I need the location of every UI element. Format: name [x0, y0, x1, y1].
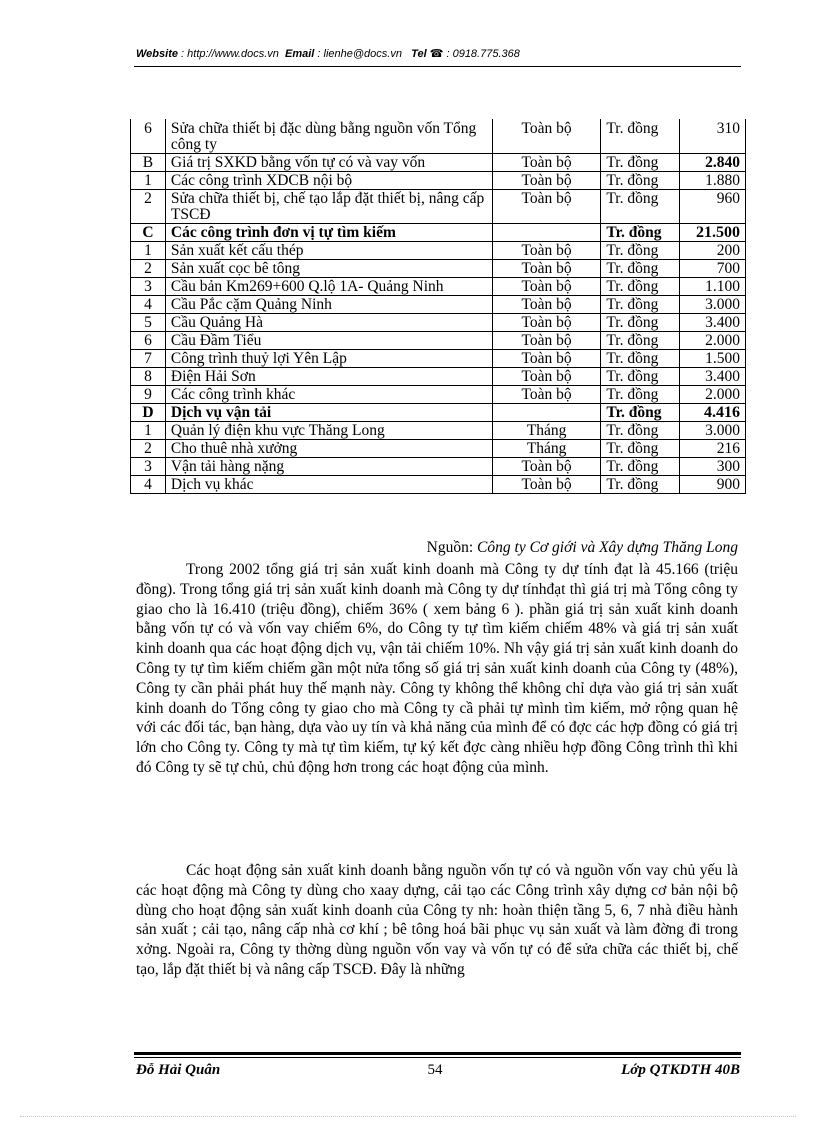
row-unit — [492, 404, 601, 422]
row-currency: Tr. đồng — [601, 260, 680, 278]
row-currency: Tr. đồng — [601, 224, 680, 242]
row-name: Sản xuất cọc bê tông — [165, 260, 492, 278]
table-row — [131, 476, 746, 494]
row-name: Các công trình XDCB nội bộ — [165, 172, 492, 190]
row-name: Dịch vụ khác — [165, 476, 492, 494]
row-currency: Tr. đồng — [601, 190, 680, 224]
table-row — [131, 458, 746, 476]
tel-label: Tel — [411, 48, 427, 60]
row-unit: Toàn bộ — [492, 314, 601, 332]
table-row — [131, 314, 746, 332]
row-currency: Tr. đồng — [601, 440, 680, 458]
table-source — [130, 539, 738, 557]
row-unit: Toàn bộ — [492, 458, 601, 476]
tel-value: : 0918.775.368 — [446, 48, 520, 60]
row-name: Dịch vụ vận tải — [165, 404, 492, 422]
footer-author: Đỗ Hải Quân — [136, 1062, 221, 1078]
table-row — [131, 224, 746, 242]
row-number: 1 — [131, 422, 166, 440]
page-number: 54 — [427, 1062, 443, 1078]
row-value: 2.000 — [680, 332, 746, 350]
row-value: 1.880 — [680, 172, 746, 190]
row-name: Cầu Đầm Tiểu — [165, 332, 492, 350]
table-row — [131, 172, 746, 190]
row-unit: Toàn bộ — [492, 172, 601, 190]
table-row — [131, 332, 746, 350]
row-unit: Toàn bộ — [492, 154, 601, 172]
row-unit: Toàn bộ — [492, 332, 601, 350]
row-number: 4 — [131, 296, 166, 314]
row-name: Điện Hải Sơn — [165, 368, 492, 386]
row-number: B — [131, 154, 166, 172]
row-name: Cầu Pắc cặm Quảng Ninh — [165, 296, 492, 314]
table-row — [131, 440, 746, 458]
row-name: Vận tải hàng nặng — [165, 458, 492, 476]
header-divider — [134, 66, 741, 67]
row-currency: Tr. đồng — [601, 350, 680, 368]
row-value: 900 — [680, 476, 746, 494]
page-edge — [20, 1116, 796, 1117]
table-row — [131, 119, 746, 154]
row-name: Các công trình khác — [165, 386, 492, 404]
row-number: 1 — [131, 172, 166, 190]
row-value: 4.416 — [680, 404, 746, 422]
row-number: D — [131, 404, 166, 422]
source-label: Nguồn: — [426, 539, 474, 556]
row-number: 3 — [131, 278, 166, 296]
row-unit: Toàn bộ — [492, 190, 601, 224]
row-number: 2 — [131, 190, 166, 224]
row-value: 960 — [680, 190, 746, 224]
table-row — [131, 404, 746, 422]
row-name: Các công trình đơn vị tự tìm kiếm — [165, 224, 492, 242]
row-number: 2 — [131, 440, 166, 458]
website-value[interactable]: : http://www.docs.vn — [181, 48, 279, 60]
phone-icon: ☎ — [429, 48, 444, 60]
row-name: Cho thuê nhà xưởng — [165, 440, 492, 458]
row-unit: Toàn bộ — [492, 368, 601, 386]
row-value: 1.100 — [680, 278, 746, 296]
row-number: 4 — [131, 476, 166, 494]
source-value: Công ty Cơ giới và Xây dựng Thăng Long — [477, 539, 738, 556]
row-value: 2.000 — [680, 386, 746, 404]
row-unit — [492, 224, 601, 242]
row-currency: Tr. đồng — [601, 296, 680, 314]
row-number: 8 — [131, 368, 166, 386]
row-currency: Tr. đồng — [601, 332, 680, 350]
row-value: 3.000 — [680, 422, 746, 440]
row-unit: Toàn bộ — [492, 350, 601, 368]
email-label: Email — [285, 48, 315, 60]
table-row — [131, 386, 746, 404]
row-currency: Tr. đồng — [601, 458, 680, 476]
row-value: 21.500 — [680, 224, 746, 242]
row-unit: Toàn bộ — [492, 119, 601, 154]
row-currency: Tr. đồng — [601, 386, 680, 404]
row-unit: Toàn bộ — [492, 476, 601, 494]
table-row — [131, 242, 746, 260]
footer-class: Lớp QTKDTH 40B — [621, 1062, 740, 1078]
row-currency: Tr. đồng — [601, 172, 680, 190]
row-currency: Tr. đồng — [601, 404, 680, 422]
row-number: 3 — [131, 458, 166, 476]
row-name: Công trình thuỷ lợi Yên Lập — [165, 350, 492, 368]
table-row — [131, 350, 746, 368]
row-name: Cầu Quảng Hà — [165, 314, 492, 332]
row-unit: Toàn bộ — [492, 260, 601, 278]
value-table — [130, 119, 746, 494]
row-currency: Tr. đồng — [601, 422, 680, 440]
website-label: Website — [136, 48, 178, 60]
table-row — [131, 368, 746, 386]
table-body — [131, 119, 746, 494]
table-row — [131, 260, 746, 278]
row-number: 6 — [131, 119, 166, 154]
row-currency: Tr. đồng — [601, 154, 680, 172]
row-value: 3.400 — [680, 314, 746, 332]
row-number: 5 — [131, 314, 166, 332]
row-name: Sản xuất kết cấu thép — [165, 242, 492, 260]
row-value: 300 — [680, 458, 746, 476]
row-currency: Tr. đồng — [601, 242, 680, 260]
row-number: 1 — [131, 242, 166, 260]
row-name: Cầu bản Km269+600 Q.lộ 1A- Quảng Ninh — [165, 278, 492, 296]
row-unit: Toàn bộ — [492, 242, 601, 260]
page-header — [136, 47, 740, 60]
row-name: Giá trị SXKD bằng vốn tự có và vay vốn — [165, 154, 492, 172]
row-value: 700 — [680, 260, 746, 278]
row-currency: Tr. đồng — [601, 314, 680, 332]
table-row — [131, 154, 746, 172]
row-unit: Toàn bộ — [492, 296, 601, 314]
table-row — [131, 296, 746, 314]
row-unit: Toàn bộ — [492, 278, 601, 296]
row-number: 9 — [131, 386, 166, 404]
row-name: Quản lý điện khu vực Thăng Long — [165, 422, 492, 440]
row-unit: Tháng — [492, 440, 601, 458]
row-value: 2.840 — [680, 154, 746, 172]
row-value: 1.500 — [680, 350, 746, 368]
row-number: C — [131, 224, 166, 242]
row-currency: Tr. đồng — [601, 278, 680, 296]
row-value: 3.400 — [680, 368, 746, 386]
row-currency: Tr. đồng — [601, 119, 680, 154]
row-number: 6 — [131, 332, 166, 350]
row-value: 200 — [680, 242, 746, 260]
row-name: Sửa chữa thiết bị, chế tạo lắp đặt thiết bị, nâng cấp TSCĐ — [165, 190, 492, 224]
row-value: 310 — [680, 119, 746, 154]
table-row — [131, 422, 746, 440]
row-value: 216 — [680, 440, 746, 458]
row-unit: Toàn bộ — [492, 386, 601, 404]
paragraph-2: Các hoạt động sản xuất kinh doanh bằng nguồn vốn tự có và nguồn vốn vay chủ yếu là các hoạt động mà Công ty dùng cho xaay dựng, cải tạo các Công trình xây dựng cơ bản nội bộ dùng cho hoạt động sản xuất kinh doanh của Công ty nh: hoàn thiện tầng 5, 6, 7 nhà điều hành sản xuất ; cải tạo, nâng cấp nhà cơ khí ; bê tông hoá bãi phục vụ sản xuất và làm đờng đi trong xởng. Ngoài ra, Công ty thờng dùng nguồn vốn vay và vốn tự có để sửa chữa các thiết bị, chế tạo, lắp đặt thiết bị và nâng cấp TSCĐ. Đây là những — [136, 862, 738, 978]
row-unit: Tháng — [492, 422, 601, 440]
paragraph-1: Trong 2002 tổng giá trị sản xuất kinh doanh mà Công ty dự tính đạt là 45.166 (triệu đồng). Trong tổng giá trị sản xuất kinh doanh mà Công ty dự tínhđạt thì giá trị mà Tổng công ty giao cho là 16.410 (triệu đồng), chiếm 36% ( xem bảng 6 ). phần giá trị sản xuất kinh doanh bằng vốn tự có và vốn vay chiếm 6%, do Công ty tự tìm kiếm chiếm 48% và giá trị sản xuất kinh doanh qua các hoạt động dịch vụ, vận tải chiếm 10%. Nh vậy giá trị sản xuất kinh doanh do Công ty tự tìm kiếm chiếm gần một nửa tổng số giá trị sản xuất kinh doanh của Công ty (48%), Công ty cần phải phát huy thế mạnh này. Công ty không thể không chỉ dựa vào giá trị sản xuất kinh doanh do Tổng công ty giao cho mà Công ty cầ phải tự mình tìm kiếm, mở rộng quan hệ với các đối tác, bạn hàng, dựa vào uy tín và khả năng của mình để có đợc các hợp đồng có giá trị lớn cho Công ty. Công ty mà tự tìm kiếm, tự ký kết đợc càng nhiều hợp đồng Công trình thì khi đó Công ty sẽ tự chủ, chủ động hơn trong các hoạt động của mình. — [136, 561, 738, 776]
row-currency: Tr. đồng — [601, 476, 680, 494]
row-number: 2 — [131, 260, 166, 278]
table-row — [131, 278, 746, 296]
row-number: 7 — [131, 350, 166, 368]
footer-divider-thin — [134, 1057, 741, 1058]
row-currency: Tr. đồng — [601, 368, 680, 386]
row-name: Sửa chữa thiết bị đặc dùng bằng nguồn vốn Tổng công ty — [165, 119, 492, 154]
table-row — [131, 190, 746, 224]
footer-divider-thick — [134, 1052, 741, 1055]
row-value: 3.000 — [680, 296, 746, 314]
email-value[interactable]: : lienhe@docs.vn — [317, 48, 402, 60]
